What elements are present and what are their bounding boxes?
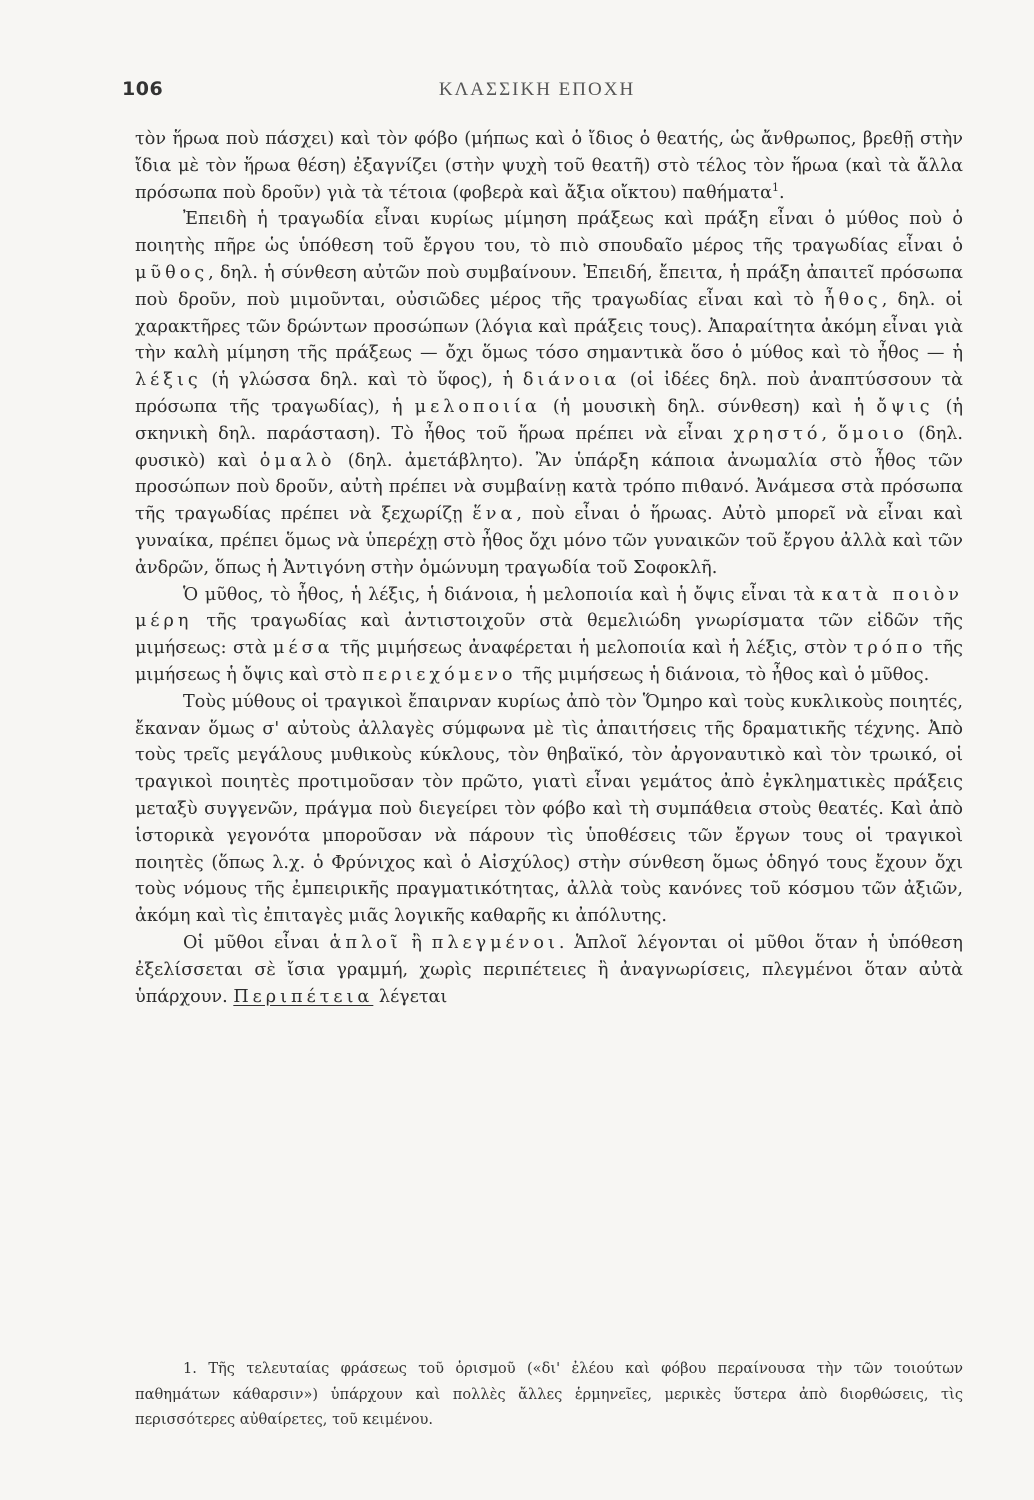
page-number: 106 bbox=[122, 78, 164, 100]
p2-text: (ἡ σκηνικὴ δηλ. παράσταση). Τὸ ἦθος τοῦ ἥρωα πρέπει νὰ εἶναι bbox=[135, 396, 964, 444]
footnote-reference: 1 bbox=[772, 180, 780, 194]
spaced-term: τρόπο bbox=[853, 638, 927, 659]
p3-text: τῆς τραγωδίας καὶ ἀντιστοιχοῦν στὰ θεμελιώδη γνωρίσματα τῶν εἰδῶν τῆς μιμήσεως: στὰ bbox=[135, 611, 963, 659]
p2-text: , δηλ. οἱ χαρακτῆρες τῶν δρώντων προσώπων (λόγια καὶ πράξεις τους). Ἀπαραίτητα ἀκόμη εἶναι γιὰ τὴν καλὴ μίμηση τῆς πράξεως — ὄχι ὅμως τόσο σημαντικὰ ὅσο ὁ μύθος καὶ τὸ ἦθος — ἡ bbox=[135, 289, 963, 364]
p2-text: (δηλ. ἀμετάβλητο). Ἂν ὑπάρξη κάποια ἀνωμαλία στὸ ἦθος τῶν προσώπων ποὺ δροῦν, αὐτὴ πρέπει νὰ συμβαίνῃ κατὰ τρόπο πιθανό. Ἀνάμεσα στὰ πρόσωπα τῆς τραγωδίας πρέπει νὰ ξεχωρίζῃ bbox=[135, 450, 964, 525]
p2-text: (δηλ. φυσικὸ) καὶ bbox=[135, 423, 963, 471]
p3-text: τῆς μιμήσεως ἡ ὄψις καὶ στὸ bbox=[135, 638, 963, 685]
p5-text: . Ἁπλοῖ λέγονται οἱ μῦθοι ὅταν ἡ ὑπόθεση ἐξελίσσεται σὲ ἴσια γραμμή, χωρὶς περιπέτειες ἢ ἀναγνωρίσεις, πλεγμένοι ὅταν αὐτὰ ὑπάρχουν. bbox=[135, 932, 963, 1007]
p2-text: , bbox=[821, 423, 838, 444]
spaced-term: ἕνα bbox=[472, 504, 517, 525]
spaced-term: ὁμαλὸ bbox=[259, 450, 336, 471]
spaced-term: ἁπλοῖ bbox=[329, 932, 402, 953]
p2-text: Ἐπειδὴ ἡ τραγωδία εἶναι κυρίως μίμηση πράξεως καὶ πράξη εἶναι ὁ μύθος ποὺ ὁ ποιητὴς πῆρε ὡς ὑπόθεση τοῦ ἔργου του, τὸ πιὸ σπουδαῖο μέρος τῆς τραγωδίας εἶναι ὁ bbox=[135, 209, 963, 257]
p3-text: Ὁ μῦθος, τὸ ἦθος, ἡ λέξις, ἡ διάνοια, ἡ μελοποιία καὶ ἡ ὄψις εἶναι τὰ bbox=[183, 584, 822, 605]
paragraph-3 bbox=[135, 582, 963, 689]
spaced-term: ὅμοιο bbox=[837, 423, 908, 444]
paragraph-1-text: τὸν ἥρωα ποὺ πάσχει) καὶ τὸν φόβο (μήπως καὶ ὁ ἴδιος ὁ θεατής, ὡς ἄνθρωπος, βρεθῇ στὴν ἴδια μὲ τὸν ἥρωα θέση) ἐξαγνίζει (στὴν ψυχὴ τοῦ θεατῆ) στὸ τέλος τὸν ἥρωα (καὶ τὰ ἄλλα πρόσωπα ποὺ δροῦν) γιὰ τὰ τέτοια (φοβερὰ καὶ ἄξια οἴκτου) παθήματα bbox=[135, 129, 963, 203]
spaced-term: μελοποιία bbox=[414, 396, 541, 417]
running-head bbox=[117, 78, 957, 110]
spaced-term-underlined: Περιπέτεια bbox=[233, 986, 374, 1007]
paragraph-1-end: . bbox=[779, 182, 785, 203]
spaced-term: χρηστό bbox=[733, 423, 822, 444]
p5-text: λέγεται bbox=[373, 986, 448, 1007]
spaced-term: ἦθος bbox=[824, 289, 882, 310]
footnote-text: Τῆς τελευταίας φράσεως τοῦ ὁρισμοῦ («δι' ἐλέου καὶ φόβου περαίνουσα τὴν τῶν τοιούτων παθημάτων κάθαρσιν») ὑπάρχουν καὶ πολλὲς ἄλλες ἑρμηνεῖες, μερικὲς ὕστερα ἀπὸ διορθώσεις, τὶς περισσότερες αὐθαίρετες, τοῦ κειμένου. bbox=[135, 1360, 964, 1428]
p2-text: , ποὺ εἶναι ὁ ἥρωας. Αὐτὸ μπορεῖ νὰ εἶναι καὶ γυναίκα, πρέπει ὅμως νὰ ὑπερέχῃ στὸ ἦθος ὄχι μόνο τῶν γυναικῶν τοῦ ἔργου ἀλλὰ καὶ τῶν ἀνδρῶν, ὅπως ἡ Ἀντιγόνη στὴν ὁμώνυμη τραγωδία τοῦ Σοφοκλῆ. bbox=[135, 504, 963, 578]
spaced-term: διάνοια bbox=[522, 370, 621, 391]
spaced-term: ὄψις bbox=[876, 396, 934, 417]
spaced-term: μέσα bbox=[273, 638, 334, 659]
footnotes bbox=[135, 1356, 963, 1433]
spaced-term: λέξις bbox=[135, 370, 202, 391]
running-title: ΚΛΑΣΣΙΚΗ ΕΠΟΧΗ bbox=[438, 79, 636, 100]
p2-text: (οἱ ἰδέες δηλ. ποὺ ἀναπτύσσουν τὰ πρόσωπα τῆς τραγωδίας), ἡ bbox=[135, 370, 963, 417]
p2-text: (ἡ μουσικὴ δηλ. σύνθεση) καὶ ἡ bbox=[540, 396, 877, 417]
p2-text: , δηλ. ἡ σύνθεση αὐτῶν ποὺ συμβαίνουν. Ἐπειδή, ἔπειτα, ἡ πράξη ἀπαιτεῖ πρόσωπα ποὺ δροῦν, ποὺ μιμοῦνται, οὐσιῶδες μέρος τῆς τραγωδίας εἶναι καὶ τὸ bbox=[135, 262, 963, 310]
p5-text: Οἱ μῦθοι εἶναι bbox=[183, 932, 330, 953]
p3-text: τῆς μιμήσεως ἡ διάνοια, τὸ ἦθος καὶ ὁ μῦθος. bbox=[516, 664, 930, 685]
paragraph-2 bbox=[135, 206, 963, 581]
p3-text: τῆς μιμήσεως ἀναφέρεται ἡ μελοποιία καὶ ἡ λέξις, στὸν bbox=[333, 638, 854, 659]
spaced-term: περιεχόμενο bbox=[362, 664, 517, 685]
spaced-term: κατὰ ποιὸν μέρη bbox=[135, 584, 963, 632]
p2-text: (ἡ γλώσσα δηλ. καὶ τὸ ὕφος), ἡ bbox=[201, 370, 523, 391]
footnote-1 bbox=[135, 1356, 963, 1433]
paragraph-5 bbox=[135, 930, 963, 1010]
spaced-term: πλεγμένοι bbox=[431, 932, 559, 953]
paragraph-1 bbox=[135, 126, 963, 206]
p5-text: ἢ bbox=[401, 932, 432, 953]
body-text bbox=[135, 126, 963, 1010]
spaced-term: μῦθος bbox=[135, 262, 209, 283]
footnote-number: 1. bbox=[183, 1360, 197, 1377]
paragraph-4: Τοὺς μύθους οἱ τραγικοὶ ἔπαιρναν κυρίως ἀπὸ τὸν Ὅμηρο καὶ τοὺς κυκλικοὺς ποιητές, ἔκαναν ὅμως σ' αὐτοὺς ἀλλαγὲς σύμφωνα μὲ τὶς ἀπαιτήσεις τῆς δραματικῆς τέχνης. Ἀπὸ τοὺς τρεῖς μεγάλους μυθικοὺς κύκλους, τὸν θηβαϊκό, τὸν ἀργοναυτικὸ καὶ τὸν τρωικό, οἱ τραγικοὶ ποιητὲς προτιμοῦσαν τὸν πρῶτο, γιατὶ εἶναι γεμάτος ἀπὸ ἐγκληματικὲς πράξεις μεταξὺ συγγενῶν, πράγμα ποὺ διεγείρει τὸν φόβο καὶ τὴ συμπάθεια στοὺς θεατές. Καὶ ἀπὸ ἱστορικὰ γεγονότα μποροῦσαν νὰ πάρουν τὶς ὑποθέσεις τῶν ἔργων τους οἱ τραγικοὶ ποιητὲς (ὅπως λ.χ. ὁ Φρύνιχος καὶ ὁ Αἰσχύλος) στὴν σύνθεση ὅμως ὁδηγό τους ἔχουν ὄχι τοὺς νόμους τῆς ἐμπειρικῆς πραγματικότητας, ἀλλὰ τοὺς κανόνες τοῦ κόσμου τῶν ἀξιῶν, ἀκόμη καὶ τὶς ἐπιταγὲς μιᾶς λογικῆς καθαρῆς κι ἀπόλυτης. bbox=[135, 691, 963, 927]
